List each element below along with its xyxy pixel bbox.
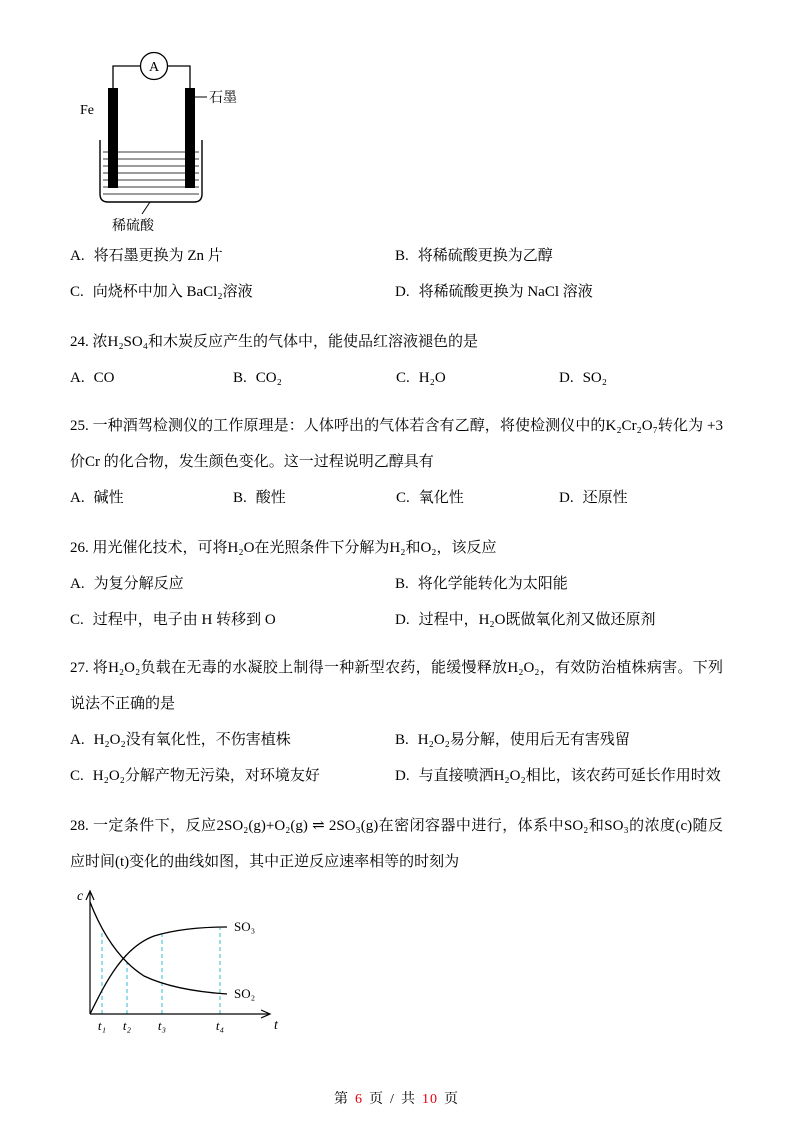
so2-curve — [90, 902, 227, 994]
solution-label: 稀硫酸 — [112, 219, 154, 234]
option-text: 氧化性 — [418, 490, 464, 506]
wire-left — [113, 66, 140, 88]
option-b — [233, 368, 396, 388]
q26-options — [70, 574, 723, 630]
option-b — [233, 488, 396, 508]
question-25 — [70, 408, 723, 508]
dashed-guide-lines — [102, 928, 220, 1014]
footer-text: 页 — [443, 1092, 459, 1107]
option-label: D. — [559, 370, 574, 386]
option-label: D. — [395, 768, 410, 784]
electrochemical-cell-figure — [74, 48, 314, 238]
question-27 — [70, 650, 723, 786]
option-label: A. — [70, 248, 85, 264]
option-c — [70, 610, 395, 630]
option-a — [70, 246, 395, 266]
x-axis-label: t — [274, 1018, 278, 1033]
option-a — [70, 574, 395, 594]
option-text: CO₂ — [255, 370, 282, 386]
option-b — [395, 574, 723, 594]
option-text: 与直接喷洒H₂O₂相比，该农药可延长作用时效 — [418, 768, 721, 784]
option-text: H₂O₂易分解，使用后无有害残留 — [417, 732, 630, 748]
q28-stem: 28. 一定条件下，反应2SO₂(g)+O₂(g) ⇌ 2SO₃(g)在密闭容器中进行，体系中SO₂和SO₃的浓度(c)随反应时间(t)变化的曲线如图，其中正逆反应速率相等的时刻为 — [70, 818, 723, 870]
q25-stem: 25. 一种酒驾检测仪的工作原理是：人体呼出的气体若含有乙醇，将使检测仪中的K₂Cr₂O₇转化为 +3 价Cr 的化合物，发生颜色变化。这一过程说明乙醇具有 — [70, 418, 723, 470]
tick-t2: t₂ — [122, 1018, 132, 1033]
q27-stem: 27. 将H₂O₂负载在无毒的水凝胶上制得一种新型农药，能缓慢释放H₂O₂，有效防治植株病害。下列说法不正确的是 — [70, 660, 723, 712]
option-label: D. — [559, 490, 574, 506]
option-b — [395, 730, 723, 750]
option-a — [70, 730, 395, 750]
option-label: B. — [395, 248, 409, 264]
option-text: H₂O₂分解产物无污染，对环境友好 — [92, 768, 320, 784]
option-text: H₂O₂没有氧化性，不伤害植株 — [93, 732, 291, 748]
question-24 — [70, 324, 723, 388]
q24-options — [70, 368, 723, 388]
option-label: B. — [233, 490, 247, 506]
so3-curve — [90, 927, 227, 1014]
graphite-electrode-label: 石墨 — [209, 91, 237, 106]
footer-text: 页 — [369, 1092, 385, 1107]
iron-electrode-label: Fe — [80, 103, 94, 118]
so3-curve-label: SO₃ — [234, 919, 256, 934]
option-label: B. — [233, 370, 247, 386]
option-d — [395, 610, 723, 630]
option-text: 酸性 — [255, 490, 286, 506]
tick-t3: t₃ — [157, 1018, 167, 1033]
question-26 — [70, 530, 723, 630]
concentration-time-graph — [72, 886, 287, 1038]
option-text: 为复分解反应 — [93, 576, 184, 592]
option-text: 还原性 — [582, 490, 628, 506]
option-c — [70, 282, 395, 302]
option-label: B. — [395, 732, 409, 748]
option-label: C. — [70, 612, 84, 628]
option-label: C. — [396, 490, 410, 506]
option-d — [395, 282, 723, 302]
solution-label-pointer — [142, 202, 150, 214]
option-text: 将稀硫酸更换为 NaCl 溶液 — [418, 284, 593, 300]
question-28 — [70, 808, 723, 1038]
footer-total-pages: 10 — [421, 1092, 438, 1107]
option-c — [396, 368, 559, 388]
option-text: 向烧杯中加入 BaCl₂溶液 — [92, 284, 253, 300]
option-a — [70, 368, 233, 388]
option-text: H₂O — [418, 370, 446, 386]
q25-options — [70, 488, 723, 508]
iron-electrode — [108, 88, 118, 188]
option-label: D. — [395, 284, 410, 300]
q26-stem: 26. 用光催化技术，可将H₂O在光照条件下分解为H₂和O₂，该反应 — [70, 540, 497, 556]
y-axis-label: c — [77, 889, 84, 904]
option-label: A. — [70, 490, 85, 506]
footer-text: 第 — [334, 1092, 350, 1107]
option-text: 将石墨更换为 Zn 片 — [93, 248, 223, 264]
wire-right — [168, 66, 190, 88]
ammeter-label: A — [148, 60, 160, 75]
page-footer — [0, 1088, 793, 1108]
option-label: C. — [70, 284, 84, 300]
option-d — [559, 488, 723, 508]
option-d — [559, 368, 723, 388]
option-c — [70, 766, 395, 786]
option-text: 将稀硫酸更换为乙醇 — [417, 248, 553, 264]
option-label: C. — [396, 370, 410, 386]
option-label: B. — [395, 576, 409, 592]
option-b — [395, 246, 723, 266]
option-label: D. — [395, 612, 410, 628]
option-text: 碱性 — [93, 490, 124, 506]
footer-separator: / — [390, 1092, 395, 1107]
option-label: C. — [70, 768, 84, 784]
option-text: CO — [93, 370, 115, 386]
footer-page-number: 6 — [355, 1092, 364, 1107]
footer-text: 共 — [400, 1092, 416, 1107]
graphite-electrode — [185, 88, 195, 188]
option-text: SO₂ — [582, 370, 607, 386]
option-label: A. — [70, 732, 85, 748]
q24-stem: 24. 浓H₂SO₄和木炭反应产生的气体中，能使品红溶液褪色的是 — [70, 334, 478, 350]
tick-t1: t₁ — [97, 1018, 107, 1033]
option-text: 过程中，H₂O既做氧化剂又做还原剂 — [418, 612, 656, 628]
option-label: A. — [70, 370, 85, 386]
option-c — [396, 488, 559, 508]
page-content — [0, 48, 793, 1038]
option-a — [70, 488, 233, 508]
so2-curve-label: SO₂ — [234, 986, 256, 1001]
option-label: A. — [70, 576, 85, 592]
option-text: 过程中，电子由 H 转移到 O — [92, 612, 276, 628]
option-text: 将化学能转化为太阳能 — [417, 576, 568, 592]
option-d — [395, 766, 723, 786]
tick-t4: t₄ — [215, 1018, 225, 1033]
q27-options — [70, 730, 723, 786]
q23-options — [70, 246, 723, 302]
